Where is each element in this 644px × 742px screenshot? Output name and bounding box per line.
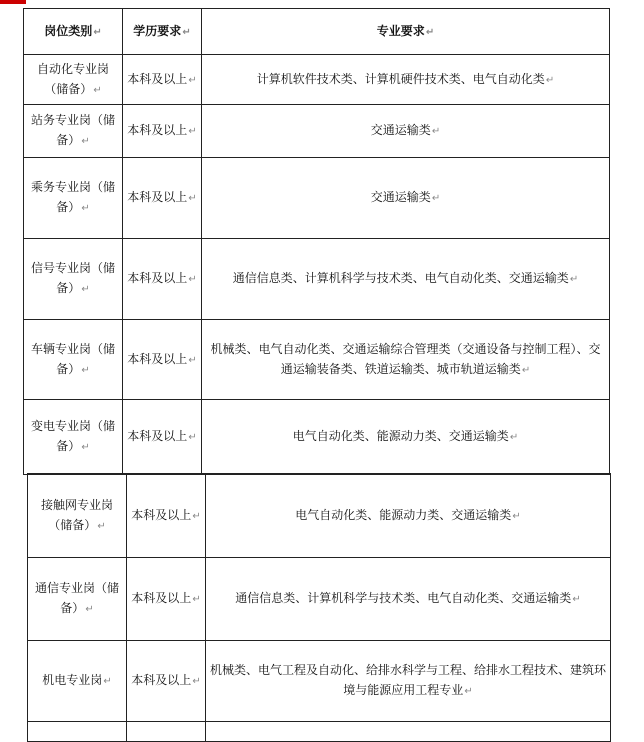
major-cell: 通信信息类、计算机科学与技术类、电气自动化类、交通运输类↵ (202, 239, 610, 320)
table-row (24, 158, 610, 239)
education-cell: 本科及以上↵ (123, 55, 202, 105)
major-cell: 交通运输类↵ (202, 105, 610, 158)
major-cell: 机械类、电气工程及自动化、给排水科学与工程、给排水工程技术、建筑环境与能源应用工程专业↵ (206, 641, 611, 722)
major-cell: 交通运输类↵ (202, 158, 610, 239)
table-row (24, 105, 610, 158)
category-cell: 乘务专业岗（储备）↵ (24, 158, 123, 239)
table-row (28, 474, 611, 558)
table-row (28, 641, 611, 722)
empty-cell (28, 722, 127, 742)
major-cell: 机械类、电气自动化类、交通运输综合管理类（交通设备与控制工程）、交通运输装备类、铁道运输类、城市轨道运输类↵ (202, 320, 610, 400)
education-cell: 本科及以上↵ (123, 400, 202, 475)
education-cell: 本科及以上↵ (123, 105, 202, 158)
education-cell: 本科及以上↵ (123, 320, 202, 400)
position-requirements-table-continued (27, 473, 611, 742)
table-row (28, 722, 611, 742)
education-cell: 本科及以上↵ (127, 641, 206, 722)
major-cell: 计算机软件技术类、计算机硬件技术类、电气自动化类↵ (202, 55, 610, 105)
empty-cell (206, 722, 611, 742)
empty-cell (127, 722, 206, 742)
position-requirements-table (23, 8, 610, 475)
category-cell: 通信专业岗（储备）↵ (28, 558, 127, 641)
education-cell: 本科及以上↵ (127, 558, 206, 641)
table-row (24, 320, 610, 400)
category-cell: 站务专业岗（储备）↵ (24, 105, 123, 158)
category-cell: 接触网专业岗（储备）↵ (28, 474, 127, 558)
table-row (28, 558, 611, 641)
education-cell: 本科及以上↵ (127, 474, 206, 558)
major-cell: 通信信息类、计算机科学与技术类、电气自动化类、交通运输类↵ (206, 558, 611, 641)
table-row (24, 239, 610, 320)
category-cell: 自动化专业岗（储备）↵ (24, 55, 123, 105)
category-cell: 信号专业岗（储备）↵ (24, 239, 123, 320)
header-major: 专业要求↵ (202, 9, 610, 55)
header-education: 学历要求↵ (123, 9, 202, 55)
category-cell: 变电专业岗（储备）↵ (24, 400, 123, 475)
table-row (24, 55, 610, 105)
table-header-row (24, 9, 610, 55)
category-cell: 机电专业岗↵ (28, 641, 127, 722)
major-cell: 电气自动化类、能源动力类、交通运输类↵ (202, 400, 610, 475)
category-cell: 车辆专业岗（储备）↵ (24, 320, 123, 400)
education-cell: 本科及以上↵ (123, 239, 202, 320)
header-category: 岗位类别↵ (24, 9, 123, 55)
education-cell: 本科及以上↵ (123, 158, 202, 239)
table-row (24, 400, 610, 475)
red-corner-mark (0, 0, 26, 4)
major-cell: 电气自动化类、能源动力类、交通运输类↵ (206, 474, 611, 558)
